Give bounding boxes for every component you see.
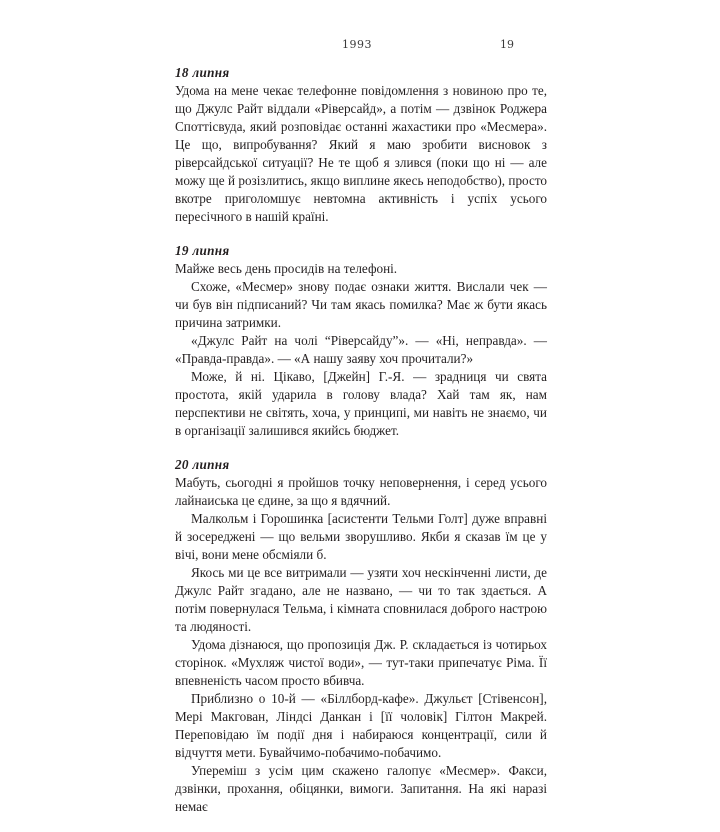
entry-paragraph: Удома дізнаюся, що пропозиція Дж. Р. складається із чотирьох сторінок. «Мухляж чистої води», — тут-таки припечатує Ріма. Її впевненість часом просто вбивча.: [175, 637, 547, 688]
entry-paragraph: Може, й ні. Цікаво, [Джейн] Г.-Я. — зрадниця чи свята простота, якій ударила в голову влада? Хай там як, нам перспективи не світять, хоча, у принципі, ми навіть не знаємо, чи в організації залишився якийсь бюджет.: [175, 369, 547, 438]
diary-entry: [175, 456, 547, 816]
entry-paragraph: Малкольм і Горошинка [асистенти Тельми Голт] дуже вправні й зосереджені — що вельми зворушливо. Якби я сказав їм це у вічі, вони мене обсміяли б.: [175, 511, 547, 562]
page-body: [175, 64, 547, 832]
entry-date: 18 липня: [175, 65, 230, 80]
entry-paragraph: Майже весь день просидів на телефоні.: [175, 261, 398, 276]
page-number: 19: [500, 38, 514, 51]
entry-paragraph: Упереміш з усім цим скажено галопує «Месмер». Факси, дзвінки, прохання, обіцянки, вимоги. Запитання. На які наразі немає: [175, 763, 547, 814]
entry-paragraph: Якось ми це все витримали — узяти хоч нескінченні листи, де Джулс Райт згадано, але не названо, — чи то так здається. А потім повернулася Тельма, і кімната сповнилася доброго настрою та людяності.: [175, 565, 547, 634]
entry-paragraph: Мабуть, сьогодні я пройшов точку неповернення, і серед усього лайнаиська це єдине, за що я вдячний.: [175, 475, 547, 508]
entry-paragraph: Удома на мене чекає телефонне повідомлення з новиною про те, що Джулс Райт віддали «Ріверсайд», а потім — дзвінок Роджера Споттісвуда, який розповідає останні жахастики про «Месмера». Це що, випробування? Який я маю зробити висновок з ріверсайдської ситуації? Не те щоб я злився (поки що ні — але можу ще й розізлитись, якщо виплине якесь неподобство), просто вкотре приголомшує невтомна активність і успіх усього пересічного в нашій країні.: [175, 83, 547, 224]
entry-date: 19 липня: [175, 243, 230, 258]
page-header: [0, 38, 720, 54]
entry-paragraph: «Джулс Райт на чолі “Ріверсайду”». — «Ні, неправда». — «Правда-правда». — «А нашу заяву хоч прочитали?»: [175, 333, 547, 366]
entry-date: 20 липня: [175, 457, 230, 472]
entry-paragraph: Схоже, «Месмер» знову подає ознаки життя. Вислали чек — чи був він підписаний? Чи там якась помилка? Має ж бути якась причина затримки.: [175, 279, 547, 330]
diary-entry: [175, 242, 547, 440]
entry-paragraph: Приблизно о 10-й — «Біллборд-кафе». Джульєт [Стівенсон], Мері Макгован, Ліндсі Данкан і [її чоловік] Гілтон Макрей. Переповідаю їм події дня і набираюся концентрації, сили й відчуття мети. Бувайчимо-побачимо-побачимо.: [175, 691, 547, 760]
diary-entry: [175, 64, 547, 226]
running-title: 1993: [342, 38, 372, 51]
